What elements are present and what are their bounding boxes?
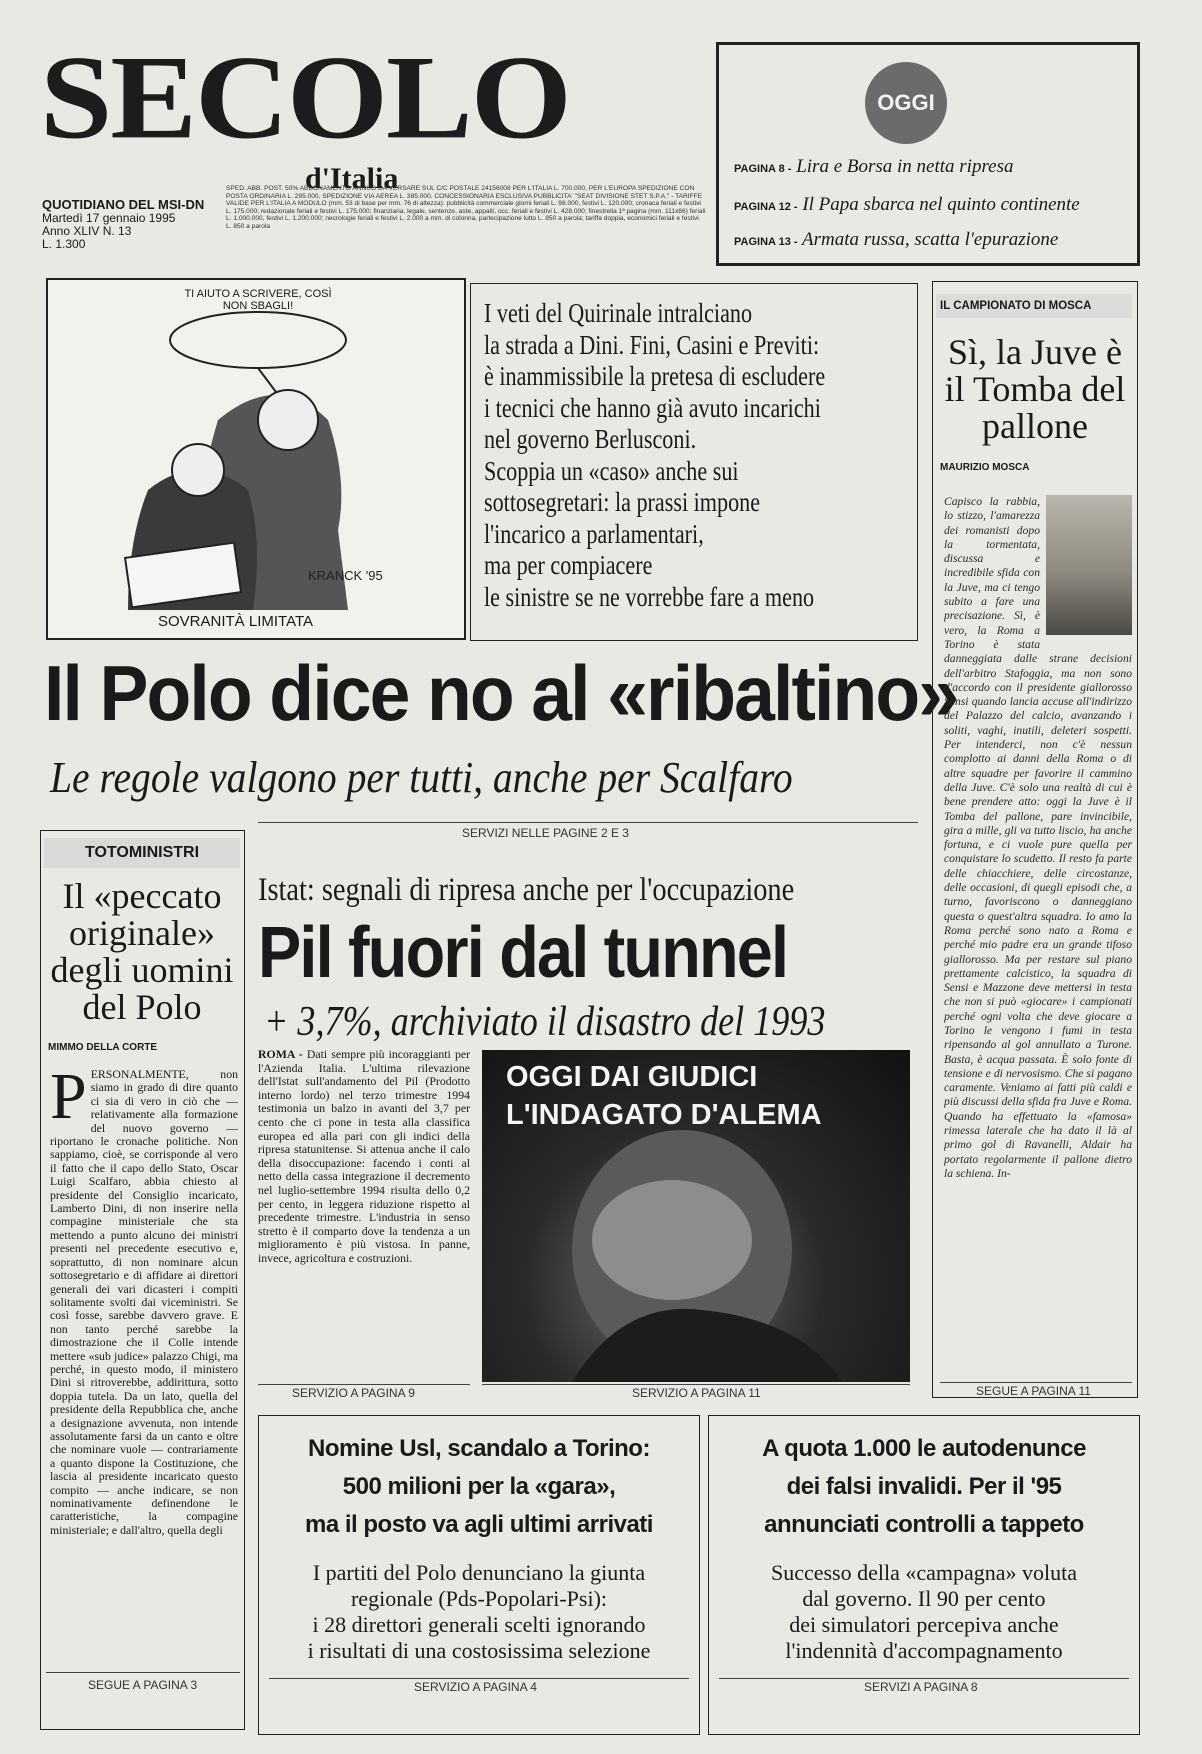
issue-number: Anno XLIV N. 13 [42,224,132,238]
lead-line: nel governo Berlusconi. [484,424,697,454]
invalidi-body-line: dal governo. Il 90 per cento [802,1586,1046,1611]
oggi-item-page: PAGINA 12 - [734,201,798,213]
cartoon-signature: KRANCK '95 [308,568,383,583]
oggi-item[interactable] [734,156,1013,178]
invalidi-body [709,1560,1139,1664]
istat-subhead: + 3,7%, archiviato il disastro del 1993 [264,999,826,1045]
invalidi-headline-line: dei falsi invalidi. Per il '95 [786,1473,1062,1500]
istat-service-ref[interactable]: SERVIZIO A PAGINA 9 [292,1386,415,1400]
cartoon-caption: SOVRANITÀ LIMITATA [158,613,314,630]
divider [482,1384,910,1385]
oggi-badge: OGGI [865,62,947,144]
invalidi-body-line: Successo della «campagna» voluta [770,1560,1078,1585]
lead-text [484,298,910,613]
oggi-item-text: Lira e Borsa in netta ripresa [796,156,1014,177]
istat-body-text: Dati sempre più incoraggianti per l'Azienda Italia. L'ultima rilevazione dell'Istat sull'andamento del Pil (Prodotto interno lordo) nel terzo trimestre 1994 testimonia un balzo in avanti del 3,7 per cento che ci pone in testa alla classifica europea ed alla pari con gli indici della ripresa statunitense. Si attenua anche il calo della disoccupazione: facendo i conti al netto della cassa integrazione il decremento nel luglio-settembre 1994 risulta dello 0,2 per cento, in leggera riduzione rispetto al precedente trimestre. L'industria in senso stretto è il comparto dove la tendenza a un miglioramento è più vistosa. In panne, invece, agricoltura e costruzioni. [258,1048,470,1265]
main-headline[interactable]: Il Polo dice no al «ribaltino» [44,649,958,737]
sport-byline: MAURIZIO MOSCA [940,462,1030,473]
lead-line: Scoppia un «caso» anche sui [484,455,739,486]
oggi-item-text: Il Papa sbarca nel quinto continente [802,194,1080,215]
usl-headline-line: 500 milioni per la «gara», [342,1473,616,1500]
lead-line: i tecnici che hanno già avuto incarichi [484,392,821,423]
divider [719,1678,1129,1679]
lead-line: ma per compiacere [484,550,653,580]
invalidi-body-line: l'indennità d'accompagnamento [785,1638,1063,1663]
issue-date: Martedì 17 gennaio 1995 [42,211,176,225]
usl-body-line: regionale (Pds-Popolari-Psi): [350,1586,608,1611]
dropcap: P [50,1068,87,1133]
usl-service-ref[interactable]: SERVIZIO A PAGINA 4 [414,1680,537,1694]
lead-line: le sinistre se ne vorrebbe fare a meno [484,581,815,612]
divider [46,1672,240,1673]
photo-service-ref[interactable]: SERVIZIO A PAGINA 11 [632,1386,761,1400]
sport-title[interactable]: Sì, la Juve è il Tomba del pallone [944,332,1126,446]
lead-line: l'incarico a parlamentari, [484,518,704,549]
lead-line: sottosegretari: la prassi impone [484,487,761,517]
subscription-fine-print: SPED. ABB. POST. 50% ABBONAMENTO ANNUO DA VERSARE SUL C/C POSTALE 24156008 PER L'ITALIA L. 700.000, PER L'EUROPA SPEDIZIONE CON POSTA ORDINARIA L. 295.000, SPEDIZIONE VIA AEREA L. 385.000. CONCESSIONARIA ESCLUSIVA PUBBLICITA' "SEAT DIVISIONE STET S.P.A." - TARIFFE VALIDE PER L'ITALIA A MODULO (mm. 53 di base per mm. 76 di altezza): pubblicità commerciale giorni feriali L. 98.000, festivi L. 120.000; cronaca feriali e festivi L. 175.000; redazionale feriali e festivi L. 175.000; finanziaria, legale, sentenze, aste, appalti, occ. feriali e festivi L. 428.000; finestrella 1ª pagina (mm. 111x86) feriali L. 1.000.000, festivi L. 1.200.000; necrologie feriali e festivi L. 2.000 a mm. di colonna, partecipazione lutto L. 850 a parola; tariffa doppia, economici feriali e festivi L. 850 a parola [226,185,706,230]
columnist-photo [1046,495,1132,635]
oggi-item-page: PAGINA 8 - [734,163,792,175]
left-body [50,1068,238,1650]
istat-headline[interactable]: Pil fuori dal tunnel [258,913,788,993]
main-subhead: Le regole valgono per tutti, anche per Scalfaro [50,753,793,802]
divider [269,1678,689,1679]
divider [258,1384,470,1385]
invalidi-headline-line: A quota 1.000 le autodenunce [762,1435,1086,1462]
invalidi-service-ref[interactable]: SERVIZI A PAGINA 8 [864,1680,978,1694]
usl-story-box [258,1415,700,1735]
publisher: QUOTIDIANO DEL MSI-DN [42,197,205,212]
divider [940,1382,1132,1383]
photo-headline-line: OGGI DAI GIUDICI [506,1061,758,1093]
lead-line: è inammissibile la pretesa di escludere [484,361,826,391]
usl-body-line: i 28 direttori generali scelti ignorando [312,1612,646,1637]
issue-meta [42,198,204,251]
istat-body [258,1048,470,1378]
cartoon-speech-bubble: TI AIUTO A SCRIVERE, COSÌ NON SBAGLI! [184,288,332,312]
left-byline: MIMMO DELLA CORTE [48,1042,158,1053]
left-kicker: TOTOMINISTRI [44,838,240,868]
usl-headline-line: ma il posto va agli ultimi arrivati [305,1511,653,1538]
usl-body [259,1560,699,1664]
main-service-ref: SERVIZI NELLE PAGINE 2 E 3 [462,826,629,840]
masthead-subtitle: d'Italia [305,162,399,195]
istat-kicker: Istat: segnali di ripresa anche per l'occupazione [258,872,795,908]
usl-body-line: i risultati di una costosissima selezione [307,1638,651,1663]
left-continued[interactable]: SEGUE A PAGINA 3 [88,1678,198,1692]
issue-price: L. 1.300 [42,237,86,251]
invalidi-headline[interactable] [709,1430,1139,1544]
invalidi-headline-line: annunciati controlli a tappeto [764,1511,1084,1538]
sport-kicker: IL CAMPIONATO DI MOSCA [936,294,1132,318]
left-title[interactable]: Il «peccato originale» degli uomini del Polo [50,876,234,1027]
masthead-title: SECOLO [40,31,570,165]
sport-body [944,495,1132,1375]
dateline: ROMA - [258,1048,303,1061]
left-body-text: ERSONALMENTE, non siamo in grado di dire quanto ci sia di vero in ciò che — relativamente alla formazione del nuovo governo — riportano le cronache politiche. Non sappiamo, cioè, se corrisponde al vero il fatto che il capo dello Stato, Oscar Luigi Scalfaro, abbia chiesto al presidente del Consiglio incaricato, Lamberto Dini, di non inserire nella compagine ministeriale che sta mettendo a punto alcuno dei ministri presenti nel precedente esecutivo e, soprattutto, di non nominare alcun sottosegretario e di affidare ai direttori generali dei vari dicasteri i compiti solitamente svolti dai viceministri. Se così fosse, sarebbe davvero grave. E non tanto perché sarebbe la dimostrazione che il Colle intende mettere «sub judice» palazzo Chigi, ma perché, in questo modo, il ministero Dini si ritroverebbe, addirittura, sotto doppia tutela. Da un lato, quella del presidente della Repubblica che, anche a designazione avvenuta, non intende assolutamente farsi da un canto e oltre che nominare vuole — contrariamente a quanto dispone la Costituzione, che lascia al presidente incaricato questo compito — anche indicare, se non nominativamente definendone le caratteristiche, la compagine ministeriale; e dall'altro, quella degli [50,1068,238,1537]
usl-body-line: I partiti del Polo denunciano la giunta [312,1560,646,1585]
political-cartoon [46,278,466,640]
sport-continued[interactable]: SEGUE A PAGINA 11 [976,1384,1091,1398]
photo-headline [506,1058,822,1134]
photo-headline-line: L'INDAGATO D'ALEMA [506,1099,822,1131]
invalidi-story-box [708,1415,1140,1735]
usl-headline-line: Nomine Usl, scandalo a Torino: [308,1435,650,1462]
oggi-item-page: PAGINA 13 - [734,236,798,248]
sport-body-text: Capisco la rabbia, lo stizzo, l'amarezza dei romanisti dopo la tormentata, discussa e incredibile sfida con la Juve, ma ci tengo subito a fare una precisazione. Sì, è vero, la Roma a Torino è stata danneggiata dalle strane decisioni dell'arbitro Stafoggia, ma non sono d'accordo con il presidente giallorosso Sensi quando lancia accuse all'indirizzo del Palazzo del calcio, avanzando i soliti, vaghi, inutili, deleteri sospetti. Per intenderci, non c'è nessun complotto ai danni della Roma o di altre squadre per favorire il cammino della Juve. C'è solo una realtà di cui è bene prendere atto: oggi la Juve è il Tomba del pallone, pare invincibile, gira a mille, gli va tutto liscio, ha anche fortuna, e ci vuole pure quella per conquistare lo scudetto. Il resto fa parte delle chiacchiere, delle circostanze, delle occasioni, di quegli episodi che, a turno, favoriscono o danneggiano questa o quest'altra squadra. Io amo la Roma perché sono nato a Roma e perché mio padre era un grande tifoso giallorosso. Ma per restare sul piano prettamente calcistico, la squadra di Sensi e Mazzone deve mettersi in testa che non si può «giocare» i campionati perché ogni volta che deve giocare a Torino le vengono i fumi in testa ripensando al gol annullato a Turone. Basta, è acqua passata. È solo fonte di tensione e di nervosismo. Che si pagano caramente. Veniamo ai fatti più caldi e più discussi della sfida fra Juve e Roma. Quando ha effettuato la «famosa» rimessa laterale che ha dato il là al primo gol di Ravanelli, Aldair ha portato regolarmente il pallone dietro la schiena. In- [944,495,1132,1180]
invalidi-body-line: dei simulatori percepiva anche [789,1612,1059,1637]
oggi-item-text: Armata russa, scatta l'epurazione [802,229,1059,250]
cartoon-drawing [48,280,464,638]
divider [258,822,918,823]
oggi-item[interactable] [734,229,1058,251]
usl-headline[interactable] [259,1430,699,1544]
lead-line: la strada a Dini. Fini, Casini e Previti: [484,329,820,360]
lead-line: I veti del Quirinale intralciano [484,298,753,328]
oggi-item[interactable] [734,194,1080,216]
